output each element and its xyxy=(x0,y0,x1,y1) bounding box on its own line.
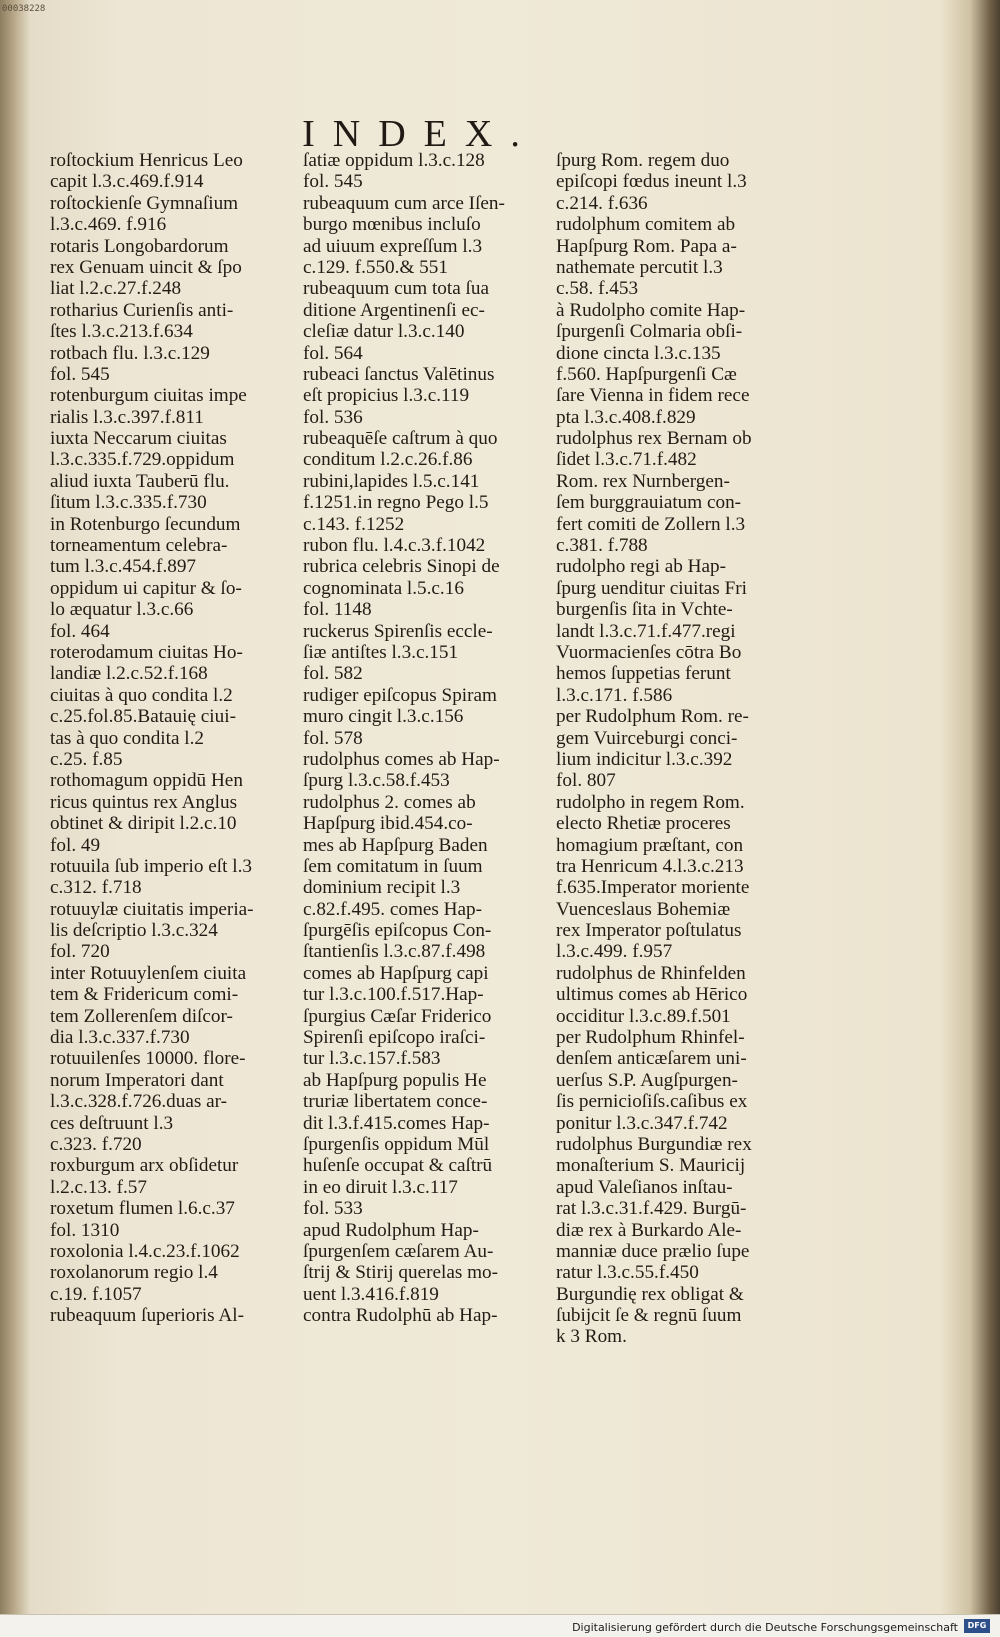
index-line: rialis l.3.c.397.f.811 xyxy=(50,406,204,428)
index-line: ſpurgenſi Colmaria obſi- xyxy=(556,321,743,343)
index-line: roxetum flumen l.6.c.37 xyxy=(50,1198,235,1220)
index-line: rotaris Longobardorum xyxy=(50,235,229,257)
index-line: fol. 536 xyxy=(303,406,363,428)
index-line: fol. 578 xyxy=(303,727,363,749)
index-line: dia l.3.c.337.f.730 xyxy=(50,1027,190,1049)
index-line: uerſus S.P. Augſpurgen- xyxy=(556,1069,738,1091)
index-line: rudolphus 2. comes ab xyxy=(303,791,476,813)
index-line: ſpurgenſem cæſarem Au- xyxy=(303,1240,494,1262)
index-line: contra Rudolphū ab Hap- xyxy=(303,1305,498,1327)
index-line: c.143. f.1252 xyxy=(303,513,405,535)
index-line: tra Henricum 4.l.3.c.213 xyxy=(556,855,744,877)
index-line: ponitur l.3.c.347.f.742 xyxy=(556,1112,728,1134)
index-line: ſtes l.3.c.213.f.634 xyxy=(50,321,193,343)
index-line: diæ rex à Burkardo Ale- xyxy=(556,1219,742,1241)
index-line: ricus quintus rex Anglus xyxy=(50,791,238,813)
index-line: rubon flu. l.4.c.3.f.1042 xyxy=(303,535,486,557)
index-line: ſpurg uenditur ciuitas Fri xyxy=(556,577,747,599)
index-line: tas à quo condita l.2 xyxy=(50,727,204,749)
index-line: eſt propicius l.3.c.119 xyxy=(303,385,470,407)
index-line: rubini,lapides l.5.c.141 xyxy=(303,470,480,492)
index-line: fol. 1148 xyxy=(303,599,372,621)
index-line: in eo diruit l.3.c.117 xyxy=(303,1176,458,1198)
index-line: rubrica celebris Sinopi de xyxy=(303,556,500,578)
index-line: rudolphus comes ab Hap- xyxy=(303,748,500,770)
index-line: fert comiti de Zollern l.3 xyxy=(556,513,746,535)
index-column-2 xyxy=(303,150,543,1326)
index-line: fol. 807 xyxy=(556,770,616,792)
index-line: dit l.3.f.415.comes Hap- xyxy=(303,1112,490,1134)
index-line: ſpurg l.3.c.58.f.453 xyxy=(303,770,450,792)
index-line: cleſiæ datur l.3.c.140 xyxy=(303,321,465,343)
index-line: f.560. Hapſpurgenſi Cæ xyxy=(556,363,737,385)
index-line: fol. 464 xyxy=(50,620,110,642)
index-line: iuxta Neccarum ciuitas xyxy=(50,428,227,450)
index-line: f.635.Imperator moriente xyxy=(556,877,750,899)
index-line: roxolanorum regio l.4 xyxy=(50,1262,218,1284)
index-line: ſpurgius Cæſar Friderico xyxy=(303,1005,492,1027)
index-line: obtinet & diripit l.2.c.10 xyxy=(50,813,237,835)
index-line: fol. 1310 xyxy=(50,1219,120,1241)
index-line: huſenſe occupat & caſtrū xyxy=(303,1155,493,1177)
index-line: burgenſis ſita in Vchte- xyxy=(556,599,733,621)
index-line: nathemate percutit l.3 xyxy=(556,256,723,278)
index-line: gem Vuirceburgi conci- xyxy=(556,727,738,749)
index-line: rothomagum oppidū Hen xyxy=(50,770,243,792)
index-line: lo æquatur l.3.c.66 xyxy=(50,599,194,621)
index-line: fol. 564 xyxy=(303,342,363,364)
index-line: c.58. f.453 xyxy=(556,278,639,300)
index-line: ſtrij & Stirij querelas mo- xyxy=(303,1262,499,1284)
index-line: electo Rhetiæ proceres xyxy=(556,813,731,835)
index-line: rotuuila ſub imperio eſt l.3 xyxy=(50,855,252,877)
index-line: ad uiuum expreſſum l.3 xyxy=(303,235,483,257)
index-line: liat l.2.c.27.f.248 xyxy=(50,278,182,300)
index-line: torneamentum celebra- xyxy=(50,535,228,557)
index-line: l.3.c.499. f.957 xyxy=(556,941,673,963)
index-line: hemos ſuppetias ferunt xyxy=(556,663,731,685)
index-line: rex Genuam uincit & ſpo xyxy=(50,256,242,278)
index-line: c.129. f.550.& 551 xyxy=(303,256,448,278)
funding-credit: Digitalisierung gefördert durch die Deutsche Forschungsgemeinschaft xyxy=(572,1621,958,1634)
index-line: landiæ l.2.c.52.f.168 xyxy=(50,663,208,685)
dfg-logo-icon: DFG xyxy=(964,1619,990,1633)
index-line: rudolpho in regem Rom. xyxy=(556,791,745,813)
index-line: monaſterium S. Mauricij xyxy=(556,1155,746,1177)
index-line: Hapſpurg ibid.454.co- xyxy=(303,813,473,835)
index-line: ſpurgēſis epiſcopus Con- xyxy=(303,920,492,942)
index-line: c.82.f.495. comes Hap- xyxy=(303,898,483,920)
index-line: ſatiæ oppidum l.3.c.128 xyxy=(303,150,485,171)
index-line: c.381. f.788 xyxy=(556,535,648,557)
index-line: burgo mœnibus incluſo xyxy=(303,214,481,236)
index-line: conditum l.2.c.26.f.86 xyxy=(303,449,473,471)
index-line: inter Rotuuylenſem ciuita xyxy=(50,962,247,984)
index-line: occiditur l.3.c.89.f.501 xyxy=(556,1005,731,1027)
index-line: l.3.c.171. f.586 xyxy=(556,684,673,706)
index-line: ditione Argentinenſi ec- xyxy=(303,299,485,321)
index-line: ultimus comes ab Hērico xyxy=(556,984,748,1006)
index-line: c.323. f.720 xyxy=(50,1133,142,1155)
index-line: ſpurgenſis oppidum Mūl xyxy=(303,1133,490,1155)
index-line: rudolphus de Rhinfelden xyxy=(556,962,746,984)
index-line: roxburgum arx obſidetur xyxy=(50,1155,239,1177)
index-line: apud Rudolphum Hap- xyxy=(303,1219,479,1241)
index-line: rotharius Curienſis anti- xyxy=(50,299,234,321)
index-line: ſare Vienna in fidem rece xyxy=(556,385,750,407)
index-line: uent l.3.416.f.819 xyxy=(303,1283,439,1305)
index-line: c.312. f.718 xyxy=(50,877,142,899)
index-line: Spirenſi epiſcopo iraſci- xyxy=(303,1027,486,1049)
index-line: truriæ libertatem conce- xyxy=(303,1091,488,1113)
index-line: landt l.3.c.71.f.477.regi xyxy=(556,620,736,642)
corner-stamp: 00038228 xyxy=(2,4,46,14)
index-line: l.3.c.469. f.916 xyxy=(50,214,167,236)
index-line: l.3.c.335.f.729.oppidum xyxy=(50,449,235,471)
index-line: rubeaquēſe caſtrum à quo xyxy=(303,428,498,450)
index-line: à Rudolpho comite Hap- xyxy=(556,299,746,321)
index-line: per Rudolphum Rhinfel- xyxy=(556,1027,745,1049)
index-line: roxolonia l.4.c.23.f.1062 xyxy=(50,1240,240,1262)
index-line: denſem anticæſarem uni- xyxy=(556,1048,747,1070)
index-line: l.3.c.328.f.726.duas ar- xyxy=(50,1091,228,1113)
index-line: ſem comitatum in ſuum xyxy=(303,855,483,877)
index-line: rudiger epiſcopus Spiram xyxy=(303,684,497,706)
index-line: lium indicitur l.3.c.392 xyxy=(556,748,733,770)
index-line: tem Zollerenſem diſcor- xyxy=(50,1005,233,1027)
index-line: rotbach flu. l.3.c.129 xyxy=(50,342,210,364)
index-line: c.25. f.85 xyxy=(50,748,123,770)
index-line: ſem burggrauiatum con- xyxy=(556,492,742,514)
index-line: roſtockium Henricus Leo xyxy=(50,150,243,171)
footer-bar xyxy=(0,1614,1000,1637)
index-line: c.19. f.1057 xyxy=(50,1283,142,1305)
index-line: c.25.fol.85.Batauię ciui- xyxy=(50,706,236,728)
index-line: ces deſtruunt l.3 xyxy=(50,1112,174,1134)
index-line: fol. 720 xyxy=(50,941,110,963)
index-line: fol. 49 xyxy=(50,834,101,856)
index-line: comes ab Hapſpurg capi xyxy=(303,962,489,984)
index-line: epiſcopi fœdus ineunt l.3 xyxy=(556,171,747,193)
index-line: rotenburgum ciuitas impe xyxy=(50,385,247,407)
index-line: ruckerus Spirenſis eccle- xyxy=(303,620,493,642)
index-line: tur l.3.c.157.f.583 xyxy=(303,1048,441,1070)
index-line: fol. 533 xyxy=(303,1198,363,1220)
index-line: rubeaquum cum tota ſua xyxy=(303,278,489,300)
index-line: f.1251.in regno Pego l.5 xyxy=(303,492,489,514)
index-line: rat l.3.c.31.f.429. Burgū- xyxy=(556,1198,747,1220)
index-line: ſidet l.3.c.71.f.482 xyxy=(556,449,697,471)
index-column-1 xyxy=(50,150,290,1326)
index-line: tem & Fridericum comi- xyxy=(50,984,239,1006)
index-line: per Rudolphum Rom. re- xyxy=(556,706,749,728)
index-line: manniæ duce prælio ſupe xyxy=(556,1240,750,1262)
index-line: Vuenceslaus Bohemiæ xyxy=(556,898,731,920)
index-line: muro cingit l.3.c.156 xyxy=(303,706,464,728)
index-line: ſis pernicioſiſs.caſibus ex xyxy=(556,1091,748,1113)
index-line: k 3 Rom. xyxy=(556,1326,627,1348)
index-line: tum l.3.c.454.f.897 xyxy=(50,556,197,578)
index-line: ſiæ antiſtes l.3.c.151 xyxy=(303,641,459,663)
index-line: rotuuilenſes 10000. flore- xyxy=(50,1048,246,1070)
index-line: Burgundię rex obligat & xyxy=(556,1283,744,1305)
index-line: dione cincta l.3.c.135 xyxy=(556,342,721,364)
index-line: fol. 545 xyxy=(50,363,110,385)
index-line: ſtantienſis l.3.c.87.f.498 xyxy=(303,941,486,963)
index-line: fol. 545 xyxy=(303,171,363,193)
index-line: rudolphus rex Bernam ob xyxy=(556,428,752,450)
index-line: rotuuylæ ciuitatis imperia- xyxy=(50,898,254,920)
index-line: ſpurg Rom. regem duo xyxy=(556,150,730,171)
index-line: lis deſcriptio l.3.c.324 xyxy=(50,920,218,942)
index-line: fol. 582 xyxy=(303,663,363,685)
index-line: rex Imperator poſtulatus xyxy=(556,920,742,942)
index-line: rudolpho regi ab Hap- xyxy=(556,556,726,578)
index-line: Hapſpurg Rom. Papa a- xyxy=(556,235,737,257)
index-line: Vuormacienſes cōtra Bo xyxy=(556,641,742,663)
index-line: aliud iuxta Tauberū flu. xyxy=(50,470,230,492)
index-line: apud Valeſianos inſtau- xyxy=(556,1176,733,1198)
index-line: ciuitas à quo condita l.2 xyxy=(50,684,233,706)
index-line: rubeaci ſanctus Valētinus xyxy=(303,363,495,385)
page-title: INDEX. xyxy=(302,113,538,155)
index-line: ratur l.3.c.55.f.450 xyxy=(556,1262,699,1284)
index-line: in Rotenburgo ſecundum xyxy=(50,513,241,535)
index-line: ſitum l.3.c.335.f.730 xyxy=(50,492,207,514)
index-line: pta l.3.c.408.f.829 xyxy=(556,406,696,428)
index-line: roſtockienſe Gymnaſium xyxy=(50,192,239,214)
index-line: l.2.c.13. f.57 xyxy=(50,1176,147,1198)
index-line: c.214. f.636 xyxy=(556,192,648,214)
index-line: norum Imperatori dant xyxy=(50,1069,224,1091)
index-column-3 xyxy=(556,150,796,1348)
index-line: mes ab Hapſpurg Baden xyxy=(303,834,488,856)
index-line: rudolphus Burgundiæ rex xyxy=(556,1133,752,1155)
index-line: dominium recipit l.3 xyxy=(303,877,461,899)
index-line: tur l.3.c.100.f.517.Hap- xyxy=(303,984,484,1006)
index-line: ab Hapſpurg populis He xyxy=(303,1069,487,1091)
index-line: rudolphum comitem ab xyxy=(556,214,736,236)
index-line: oppidum ui capitur & ſo- xyxy=(50,577,242,599)
index-line: rubeaquum ſuperioris Al- xyxy=(50,1305,244,1327)
index-line: Rom. rex Nurnbergen- xyxy=(556,470,730,492)
index-line: roterodamum ciuitas Ho- xyxy=(50,641,243,663)
index-line: cognominata l.5.c.16 xyxy=(303,577,464,599)
index-line: ſubijcit ſe & regnū ſuum xyxy=(556,1305,742,1327)
index-line: rubeaquum cum arce Iſen- xyxy=(303,192,505,214)
index-line: homagium præſtant, con xyxy=(556,834,744,856)
index-line: capit l.3.c.469.f.914 xyxy=(50,171,204,193)
